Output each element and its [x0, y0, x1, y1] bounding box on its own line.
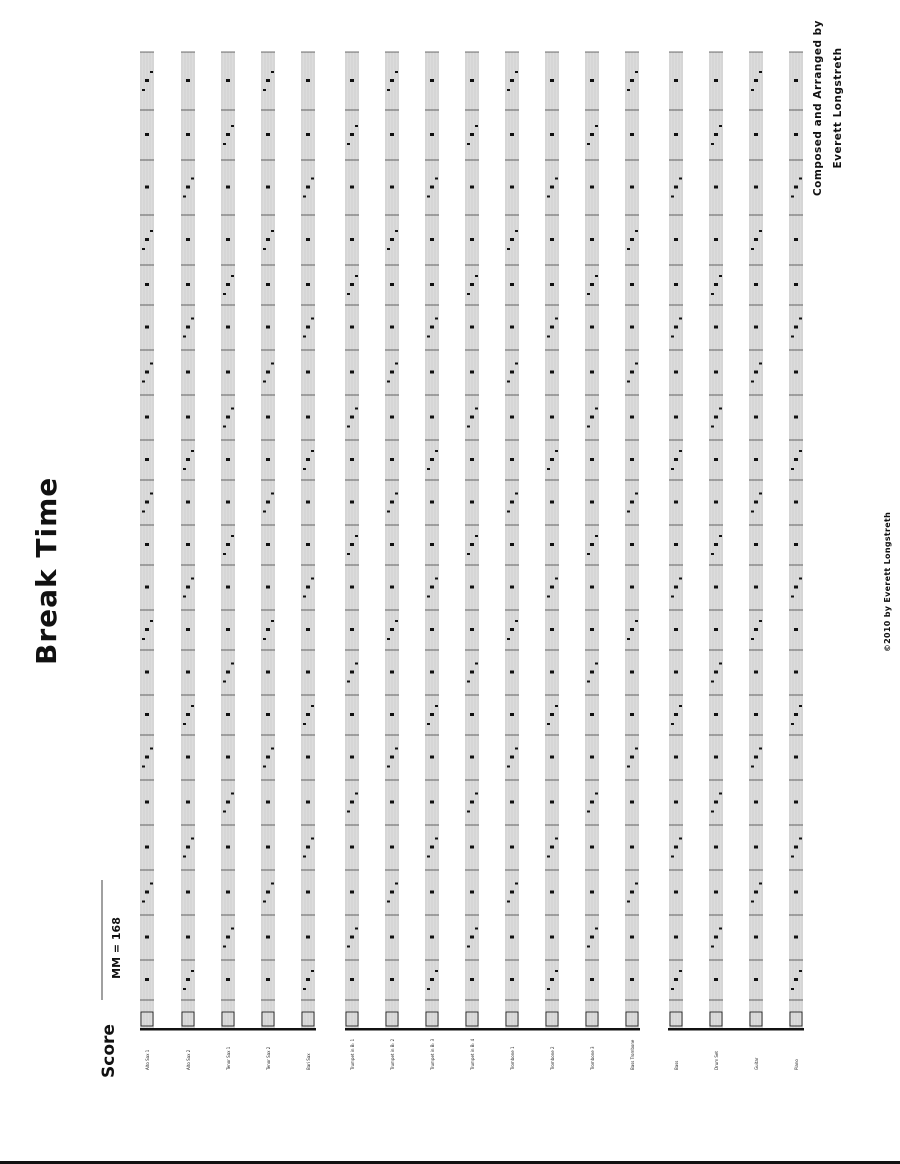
instrument-label: Piano — [794, 1059, 799, 1070]
instrument-label: Bass Trombone — [630, 1039, 635, 1070]
staff — [425, 52, 439, 1028]
staff — [181, 52, 195, 1028]
staff — [709, 52, 723, 1028]
staff — [140, 52, 154, 1028]
instrument-label: Trombone 3 — [590, 1046, 595, 1070]
composer-name: Everett Longstreth — [832, 47, 844, 169]
instrument-label: Drum Set — [714, 1051, 719, 1070]
instrument-label: Tenor Sax 1 — [226, 1046, 231, 1070]
staff — [345, 52, 359, 1028]
staff — [625, 52, 639, 1028]
staff — [545, 52, 559, 1028]
staff — [221, 52, 235, 1028]
staff — [261, 52, 275, 1028]
staff — [749, 52, 763, 1028]
system-bracket — [668, 1028, 804, 1031]
instrument-label: Trumpet in B♭ 4 — [470, 1038, 475, 1070]
staff — [669, 52, 683, 1028]
instrument-label: Trumpet in B♭ 1 — [350, 1038, 355, 1070]
instrument-label: Trombone 2 — [550, 1046, 555, 1070]
instrument-label: Bari Sax — [306, 1053, 311, 1070]
instrument-label: Alto Sax 1 — [145, 1049, 150, 1070]
staff — [585, 52, 599, 1028]
staff — [789, 52, 803, 1028]
staff — [465, 52, 479, 1028]
piece-title: Break Time — [30, 476, 63, 665]
instrument-label: Trumpet in B♭ 3 — [430, 1038, 435, 1070]
copyright-notice: ©2010 by Everett Longstreth — [883, 511, 892, 653]
score-label: Score — [99, 1024, 119, 1078]
staff — [385, 52, 399, 1028]
instrument-label: Trumpet in B♭ 2 — [390, 1038, 395, 1070]
instrument-label: Guitar — [754, 1057, 759, 1070]
instrument-label: Alto Sax 2 — [186, 1049, 191, 1070]
instrument-label: Tenor Sax 2 — [266, 1046, 271, 1070]
system-bracket — [345, 1028, 640, 1031]
composer-credit: Composed and Arranged by — [812, 19, 824, 197]
instrument-label: Trombone 1 — [510, 1046, 515, 1070]
system-bracket — [140, 1028, 316, 1031]
instrument-label: Bass — [674, 1060, 679, 1070]
staff — [301, 52, 315, 1028]
tempo-marking: MM = 168 — [110, 917, 123, 979]
staff — [505, 52, 519, 1028]
